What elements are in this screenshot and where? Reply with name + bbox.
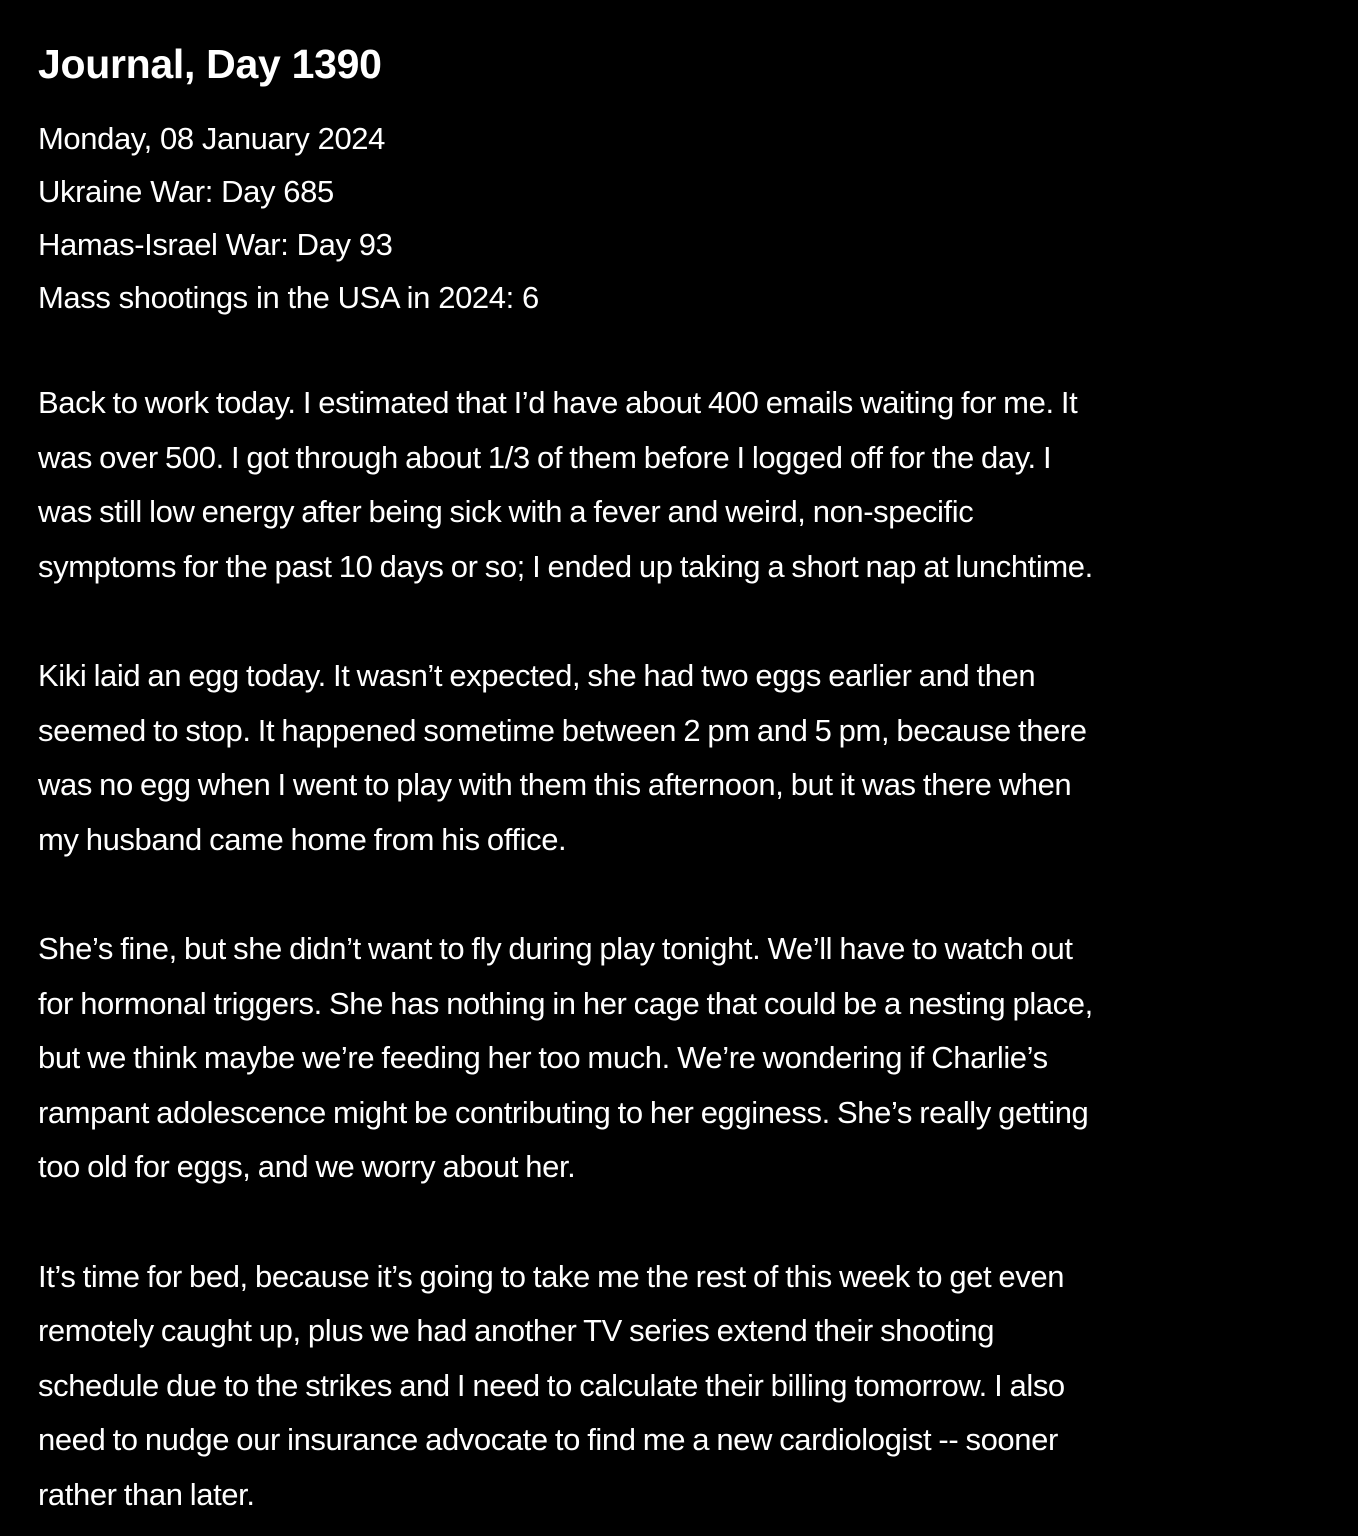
paragraph-line: was no egg when I went to play with them this afternoon, but it was there when bbox=[38, 767, 1072, 802]
paragraph-line: Kiki laid an egg today. It wasn’t expected, she had two eggs earlier and then bbox=[38, 658, 1036, 693]
paragraph-line: was still low energy after being sick with a fever and weird, non-specific bbox=[38, 494, 974, 529]
journal-meta-list bbox=[38, 112, 1320, 324]
paragraph-line: seemed to stop. It happened sometime between 2 pm and 5 pm, because there bbox=[38, 712, 1087, 748]
paragraph-egg bbox=[38, 649, 1320, 867]
paragraph-health bbox=[38, 922, 1320, 1195]
paragraph-line: symptoms for the past 10 days or so; I ended up taking a short nap at lunchtime. bbox=[38, 548, 1093, 584]
paragraph-line: too old for eggs, and we worry about her. bbox=[38, 1149, 576, 1184]
paragraph-line: She’s fine, but she didn’t want to fly during play tonight. We’ll have to watch out bbox=[38, 931, 1073, 966]
paragraph-line: need to nudge our insurance advocate to find me a new cardiologist -- sooner bbox=[38, 1422, 1058, 1457]
paragraph-work bbox=[38, 376, 1320, 594]
paragraph-line: was over 500. I got through about 1/3 of them before I logged off for the day. I bbox=[38, 439, 1052, 475]
paragraph-bedtime bbox=[38, 1250, 1320, 1523]
ukraine-war-line: Ukraine War: Day 685 bbox=[38, 174, 334, 209]
paragraph-line: rampant adolescence might be contributing to her egginess. She’s really getting bbox=[38, 1094, 1089, 1130]
paragraph-line: but we think maybe we’re feeding her too much. We’re wondering if Charlie’s bbox=[38, 1040, 1048, 1075]
paragraph-line: schedule due to the strikes and I need to calculate their billing tomorrow. I also bbox=[38, 1367, 1065, 1403]
paragraph-line: Back to work today. I estimated that I’d have about 400 emails waiting for me. It bbox=[38, 385, 1078, 420]
journal-title: Journal, Day 1390 bbox=[38, 41, 382, 87]
hamas-israel-war-line: Hamas-Israel War: Day 93 bbox=[38, 227, 393, 262]
paragraph-line: It’s time for bed, because it’s going to take me the rest of this week to get even bbox=[38, 1258, 1065, 1294]
date-line: Monday, 08 January 2024 bbox=[38, 121, 385, 156]
paragraph-line: my husband came home from his office. bbox=[38, 821, 567, 857]
mass-shootings-line: Mass shootings in the USA in 2024: 6 bbox=[38, 280, 539, 315]
paragraph-line: for hormonal triggers. She has nothing in her cage that could be a nesting place, bbox=[38, 985, 1093, 1021]
paragraph-line: rather than later. bbox=[38, 1476, 255, 1512]
paragraph-line: remotely caught up, plus we had another TV series extend their shooting bbox=[38, 1313, 995, 1348]
